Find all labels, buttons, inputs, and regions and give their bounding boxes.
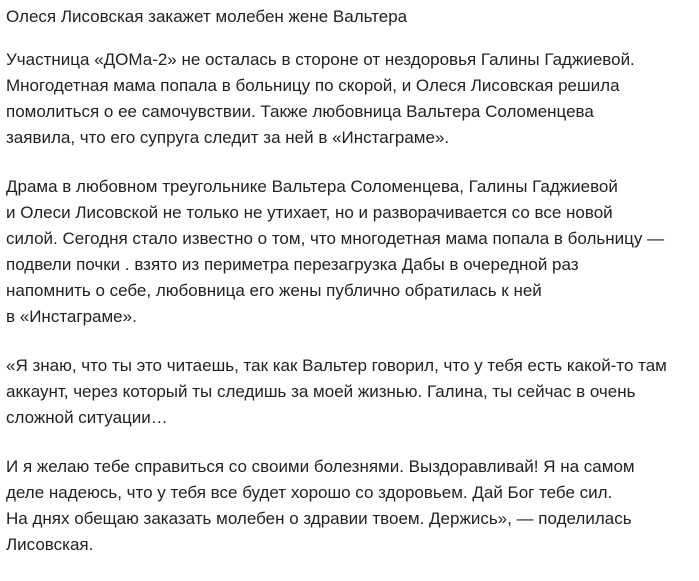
text-line: И я желаю тебе справиться со своими болезнями. Выздоравливай! Я на самом bbox=[6, 457, 635, 476]
text-line: деле надеюсь, что у тебя все будет хорошо со здоровьем. Дай Бог тебе сил. bbox=[6, 483, 613, 502]
text-line: напомнить о себе, любовница его жены публично обратилась к ней bbox=[6, 281, 542, 300]
article-body bbox=[6, 47, 696, 558]
text-line: подвели почки . взято из периметра перезагрузка Дабы в очередной раз bbox=[6, 255, 579, 274]
text-line: заявила, что его супруга следит за ней в «Инстаграме». bbox=[6, 128, 450, 147]
paragraph-4 bbox=[6, 454, 696, 558]
text-line: Лисовская. bbox=[6, 535, 94, 554]
text-line: сложной ситуации… bbox=[6, 408, 168, 427]
text-line: аккаунт, через который ты следишь за моей жизнью. Галина, ты сейчас в очень bbox=[6, 382, 636, 401]
text-line: и Олеси Лисовской не только не утихает, но и разворачивается со все новой bbox=[6, 203, 613, 222]
paragraph-1 bbox=[6, 47, 696, 151]
text-line: силой. Сегодня стало известно о том, что многодетная мама попала в больницу — bbox=[6, 229, 665, 248]
text-line: На днях обещаю заказать молебен о здравии твоем. Держись», — поделилась bbox=[6, 509, 632, 528]
paragraph-3 bbox=[6, 353, 696, 431]
text-line: «Я знаю, что ты это читаешь, так как Вальтер говорил, что у тебя есть какой-то там bbox=[6, 356, 667, 375]
text-line: помолиться о ее самочувствии. Также любовница Вальтера Соломенцева bbox=[6, 102, 594, 121]
text-line: Многодетная мама попала в больницу по скорой, и Олеся Лисовская решила bbox=[6, 76, 620, 95]
article bbox=[6, 4, 696, 581]
article-title: Олеся Лисовская закажет молебен жене Вальтера bbox=[6, 7, 408, 26]
text-line: Участница «ДОМа-2» не осталась в стороне от нездоровья Галины Гаджиевой. bbox=[6, 50, 635, 69]
text-line: Драма в любовном треугольнике Вальтера Соломенцева, Галины Гаджиевой bbox=[6, 177, 618, 196]
text-line: в «Инстаграме». bbox=[6, 307, 137, 326]
paragraph-2 bbox=[6, 174, 696, 330]
